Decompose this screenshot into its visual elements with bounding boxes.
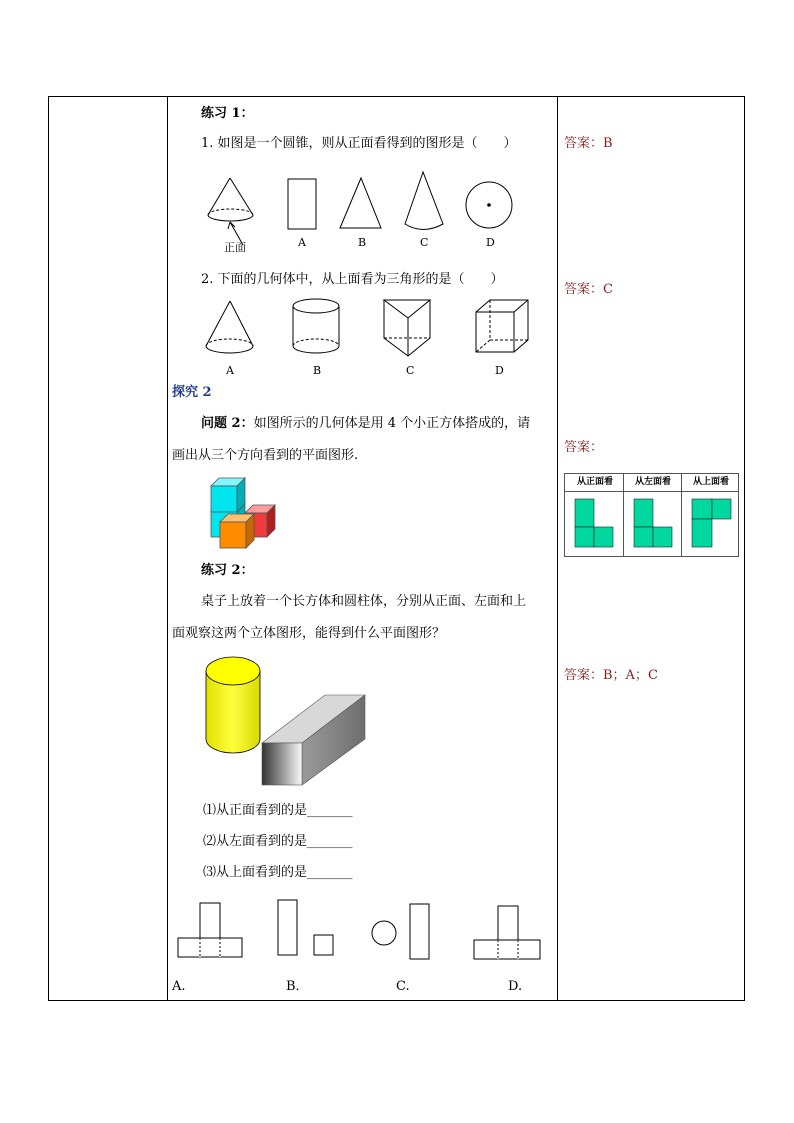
header-left: 从左面看 bbox=[635, 477, 672, 487]
practice2-line1: 桌子上放着一个长方体和圆柱体，分别从正面、左面和上 bbox=[201, 594, 527, 609]
practice1-question2: 2. 下面的几何体中，从上面看为三角形的是（ ） bbox=[201, 272, 504, 287]
option-b-view bbox=[278, 900, 333, 955]
yellow-cylinder bbox=[206, 657, 260, 753]
cube-solid bbox=[476, 300, 528, 352]
cylinder-solid bbox=[293, 299, 339, 353]
header-top: 从上面看 bbox=[693, 477, 730, 487]
problem-text: 如图所示的几何体是用 4 个小正方体搭成的，请 bbox=[253, 416, 531, 431]
practice2-line2: 面观察这两个立体图形，能得到什么平面图形？ bbox=[172, 626, 446, 641]
front-view-shape bbox=[575, 499, 613, 547]
top-view-shape bbox=[692, 499, 731, 547]
cone-figure bbox=[208, 178, 253, 245]
practice1-question1: 1. 如图是一个圆锥，则从正面看得到的图形是（ ） bbox=[201, 136, 517, 151]
q2-option-d: D bbox=[495, 364, 504, 377]
practice2-option-b: B． bbox=[286, 979, 309, 994]
answer-4: 答案：B；A；C bbox=[564, 668, 658, 683]
explore2-problem-line2: 画出从三个方向看到的平面图形. bbox=[172, 448, 359, 463]
practice2-options-figures bbox=[176, 898, 546, 962]
q2-option-b: B bbox=[313, 364, 322, 377]
q1-option-d: D bbox=[486, 236, 495, 249]
option-a-rectangle bbox=[288, 179, 316, 229]
problem-label: 问题 2： bbox=[201, 416, 254, 431]
q1-option-c: C bbox=[420, 236, 429, 249]
option-d-view bbox=[474, 906, 540, 959]
practice2-option-d: D. bbox=[508, 979, 523, 994]
column-divider-right bbox=[557, 97, 558, 1000]
answer-3: 答案： bbox=[564, 440, 604, 455]
option-d-circle bbox=[466, 182, 512, 228]
answer-1: 答案：B bbox=[564, 136, 613, 151]
q2-option-c: C bbox=[406, 364, 415, 377]
practice2-option-a: A. bbox=[172, 979, 186, 994]
option-c-view bbox=[372, 904, 429, 959]
cone-solid bbox=[206, 301, 253, 353]
header-front: 从正面看 bbox=[577, 477, 614, 487]
answer-view-shapes bbox=[565, 491, 738, 557]
practice1-title: 练习 1： bbox=[201, 106, 254, 121]
answer-2: 答案：C bbox=[564, 282, 613, 297]
explore2-problem-line1 bbox=[201, 416, 530, 432]
option-b-triangle bbox=[340, 178, 381, 228]
option-a-view bbox=[178, 903, 242, 957]
q1-option-b: B bbox=[358, 236, 367, 249]
practice2-option-c: C. bbox=[396, 979, 410, 994]
q2-figures bbox=[200, 298, 540, 363]
stacked-cubes-figure bbox=[204, 478, 279, 550]
column-divider-left bbox=[167, 97, 168, 1000]
explore2-title: 探究 2 bbox=[172, 385, 212, 400]
practice2-q3: ⑶从上面看到的是_______ bbox=[203, 865, 353, 880]
three-views-answer-table bbox=[564, 473, 739, 557]
cylinder-and-cuboid-figure bbox=[204, 655, 369, 790]
practice2-title: 练习 2： bbox=[201, 563, 254, 578]
answer-table-header bbox=[565, 474, 738, 492]
practice2-q2: ⑵从左面看到的是_______ bbox=[203, 834, 353, 849]
triangular-prism-solid bbox=[384, 300, 430, 356]
q1-option-a: A bbox=[298, 236, 306, 249]
practice2-q1: ⑴从正面看到的是_______ bbox=[203, 803, 353, 818]
q2-option-a: A bbox=[226, 364, 234, 377]
gray-cuboid bbox=[262, 695, 365, 785]
option-c-sector bbox=[405, 172, 443, 230]
left-view-shape bbox=[634, 499, 672, 547]
front-label: 正面 bbox=[224, 241, 246, 254]
